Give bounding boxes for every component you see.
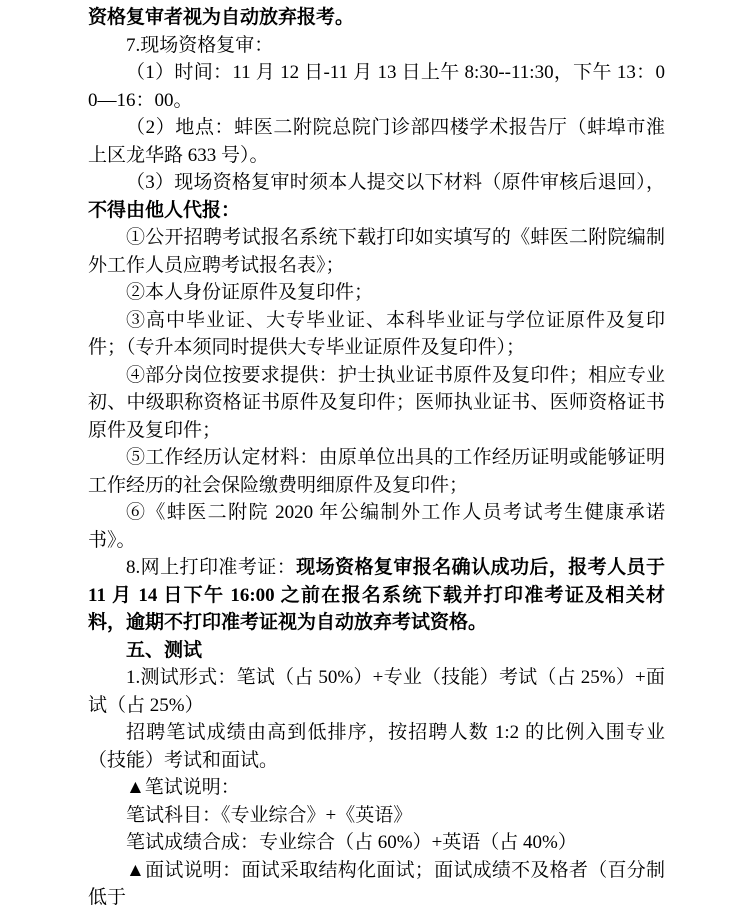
- paragraph-material-1: [88, 224, 665, 279]
- paragraph-time: [88, 59, 665, 114]
- paragraph-item8-print-ticket: [88, 554, 665, 637]
- paragraph-item7-heading: [88, 32, 665, 60]
- text-run: 招聘笔试成绩由高到低排序，按招聘人数 1:2 的比例入围专业（技能）考试和面试。: [88, 722, 665, 771]
- paragraph-written-exam-note-heading: [88, 774, 665, 802]
- paragraph-carryover: [88, 4, 665, 32]
- text-run: （3）现场资格复审时须本人提交以下材料（原件审核后退回），: [126, 172, 665, 193]
- text-run: 笔试成绩合成：专业综合（占 60%）+英语（占 40%）: [126, 832, 577, 853]
- text-run: 五、测试: [126, 639, 203, 661]
- paragraph-ranking-rule: [88, 719, 665, 774]
- text-run: ①公开招聘考试报名系统下载打印如实填写的《蚌医二附院编制外工作人员应聘考试报名表》；: [88, 227, 665, 276]
- section-heading-test: [88, 637, 665, 665]
- paragraph-material-3: [88, 307, 665, 362]
- text-run: ④部分岗位按要求提供：护士执业证书原件及复印件；相应专业初、中级职称资格证书原件及复印件；医师执业证书、医师资格证书原件及复印件；: [88, 364, 665, 441]
- text-run-bold: 不得由他人代报：: [88, 199, 241, 221]
- text-run: 资格复审者视为自动放弃报考。: [88, 7, 355, 28]
- text-run-bold: 现场资格复审报名确认成功后，报考人员于 11 月 14 日下午 16:00 之前在报名系统下载并打印准考证及相关材料，逾期不打印准考证视为自动放弃考试资格。: [88, 557, 665, 633]
- text-run: ▲笔试说明：: [126, 777, 240, 798]
- paragraph-test-format: [88, 664, 665, 719]
- paragraph-interview-note: [88, 857, 665, 912]
- text-run: 7.现场资格复审：: [126, 34, 274, 56]
- paragraph-written-exam-score: [88, 829, 665, 857]
- paragraph-material-5: [88, 444, 665, 499]
- text-run: 8.网上打印准考证：: [126, 557, 297, 578]
- paragraph-location: [88, 114, 665, 169]
- text-run: 1.测试形式：笔试（占 50%）+专业（技能）考试（占 25%）+面试（占 25%）: [88, 667, 665, 716]
- text-run: ⑤工作经历认定材料：由原单位出具的工作经历证明或能够证明工作经历的社会保险缴费明细原件及复印件；: [88, 447, 665, 496]
- paragraph-material-4: [88, 362, 665, 445]
- text-run: ⑥《蚌医二附院 2020 年公编制外工作人员考试考生健康承诺书》。: [88, 502, 665, 551]
- text-run: （1）时间：11 月 12 日-11 月 13 日上午 8:30--11:30，下午 13：00—16：00。: [88, 62, 665, 111]
- paragraph-materials-intro: [88, 169, 665, 224]
- paragraph-material-2: [88, 279, 665, 307]
- text-run: ▲面试说明：面试采取结构化面试；面试成绩不及格者（百分制低于: [88, 859, 665, 908]
- paragraph-material-6: [88, 499, 665, 554]
- paragraph-written-exam-subjects: [88, 802, 665, 830]
- text-run: （2）地点：蚌医二附院总院门诊部四楼学术报告厅（蚌埠市淮上区龙华路 633 号）。: [88, 117, 665, 166]
- text-run: 笔试科目：《专业综合》+《英语》: [126, 804, 413, 826]
- text-run: ③高中毕业证、大专毕业证、本科毕业证与学位证原件及复印件；（专升本须同时提供大专毕业证原件及复印件）；: [88, 309, 665, 358]
- text-run: ②本人身份证原件及复印件；: [126, 282, 374, 303]
